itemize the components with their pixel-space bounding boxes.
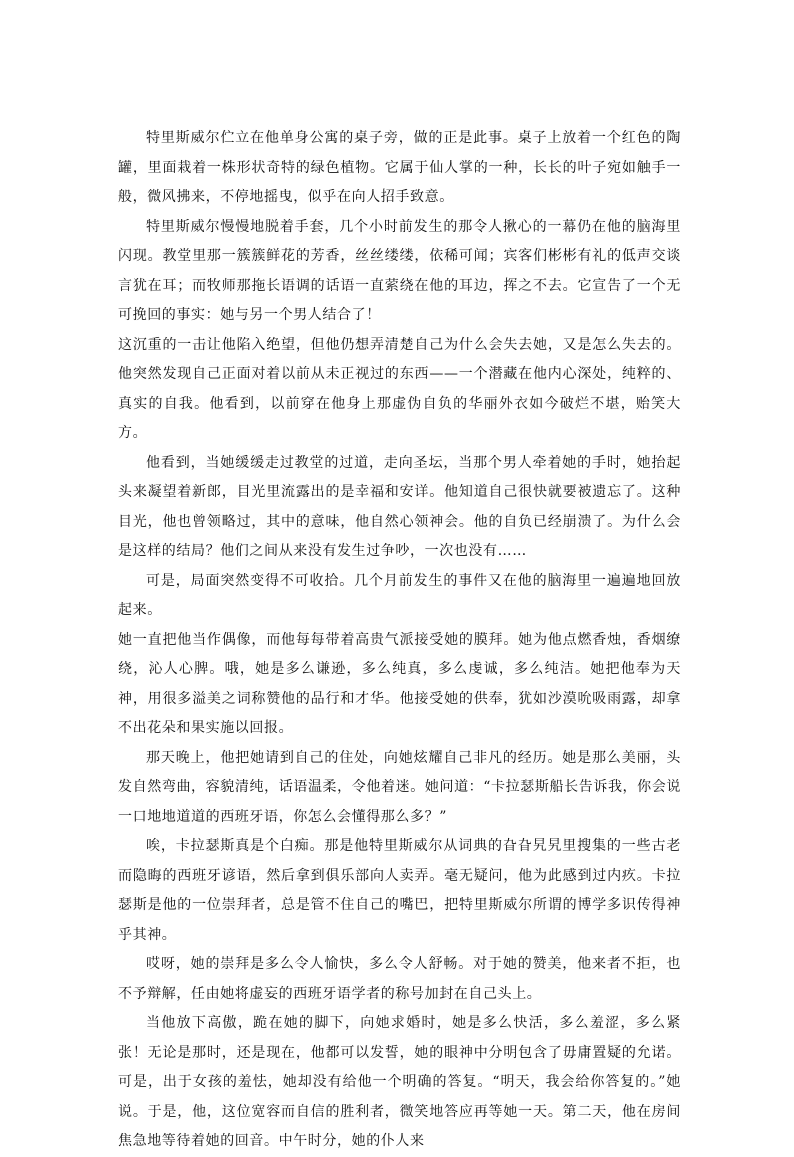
paragraph-10: 当他放下高傲，跪在她的脚下，向她求婚时，她是多么快活，多么羞涩，多么紧张！无论是那时，还是现在，他都可以发誓，她的眼神中分明包含了毋庸置疑的允诺。可是，出于女孩的羞怯，她却没有给他一个明确的答复。“明天，我会给你答复的。”她说。于是，他，这位宽容而自信的胜利者，微笑地答应再等她一天。第二天，他在房间焦急地等待着她的回音。中午时分，她的仆人来	[118, 1015, 681, 1149]
paragraph-6: 她一直把他当作偶像，而他每每带着高贵气派接受她的膜拜。她为他点燃香烛，香烟缭绕，沁人心脾。哦，她是多么谦逊，多么纯真，多么虔诚，多么纯洁。她把他奉为天神，用很多溢美之词称赞他的品行和才华。他接受她的供奉，犹如沙漠吮吸雨露，却拿不出花朵和果实施以回报。	[118, 631, 681, 736]
paragraph-2: 特里斯威尔慢慢地脱着手套，几个小时前发生的那令人揪心的一幕仍在他的脑海里闪现。教堂里那一簇簇鲜花的芳香，丝丝缕缕，依稀可闻；宾客们彬彬有礼的低声交谈言犹在耳；而牧师那拖长语调的话语一直萦绕在他的耳边，挥之不去。它宣告了一个无可挽回的事实：她与另一个男人结合了！	[118, 218, 681, 323]
paragraph-8: 唉，卡拉瑟斯真是个白痴。那是他特里斯威尔从词典的旮旮旯旯里搜集的一些古老而隐晦的西班牙谚语，然后拿到俱乐部向人卖弄。毫无疑问，他为此感到过内疚。卡拉瑟斯是他的一位崇拜者，总是管不住自己的嘴巴，把特里斯威尔所谓的博学多识传得神乎其神。	[118, 838, 681, 943]
paragraph-1: 特里斯威尔伫立在他单身公寓的桌子旁，做的正是此事。桌子上放着一个红色的陶罐，里面栽着一株形状奇特的绿色植物。它属于仙人掌的一种，长长的叶子宛如触手一般，微风拂来，不停地摇曳，似乎在向人招手致意。	[118, 130, 681, 205]
paragraph-4: 他看到，当她缓缓走过教堂的过道，走向圣坛，当那个男人牵着她的手时，她抬起头来凝望着新郎，目光里流露出的是幸福和安详。他知道自己很快就要被遗忘了。这种目光，他也曾领略过，其中的意味，他自然心领神会。他的自负已经崩溃了。为什么会是这样的结局？他们之间从来没有发生过争吵，一次也没有……	[118, 454, 681, 559]
paragraph-7: 那天晚上，他把她请到自己的住处，向她炫耀自己非凡的经历。她是那么美丽，头发自然弯曲，容貌清纯，话语温柔，令他着迷。她问道：“卡拉瑟斯船长告诉我，你会说一口地地道道的西班牙语，你怎么会懂得那么多？”	[118, 749, 681, 825]
paragraph-3: 这沉重的一击让他陷入绝望，但他仍想弄清楚自己为什么会失去她，又是怎么失去的。他突然发现自己正面对着以前从未正视过的东西——一个潜藏在他内心深处，纯粹的、真实的自我。他看到，以前穿在他身上那虚伪自负的华丽外衣如今破烂不堪，贻笑大方。	[118, 336, 681, 441]
paragraph-5: 可是，局面突然变得不可收拾。几个月前发生的事件又在他的脑海里一遍遍地回放起来。	[118, 572, 681, 618]
document-body	[118, 124, 681, 1157]
paragraph-9: 哎呀，她的崇拜是多么令人愉快，多么令人舒畅。对于她的赞美，他来者不拒，也不予辩解，任由她将虚妄的西班牙语学者的称号加封在自己头上。	[118, 956, 681, 1002]
